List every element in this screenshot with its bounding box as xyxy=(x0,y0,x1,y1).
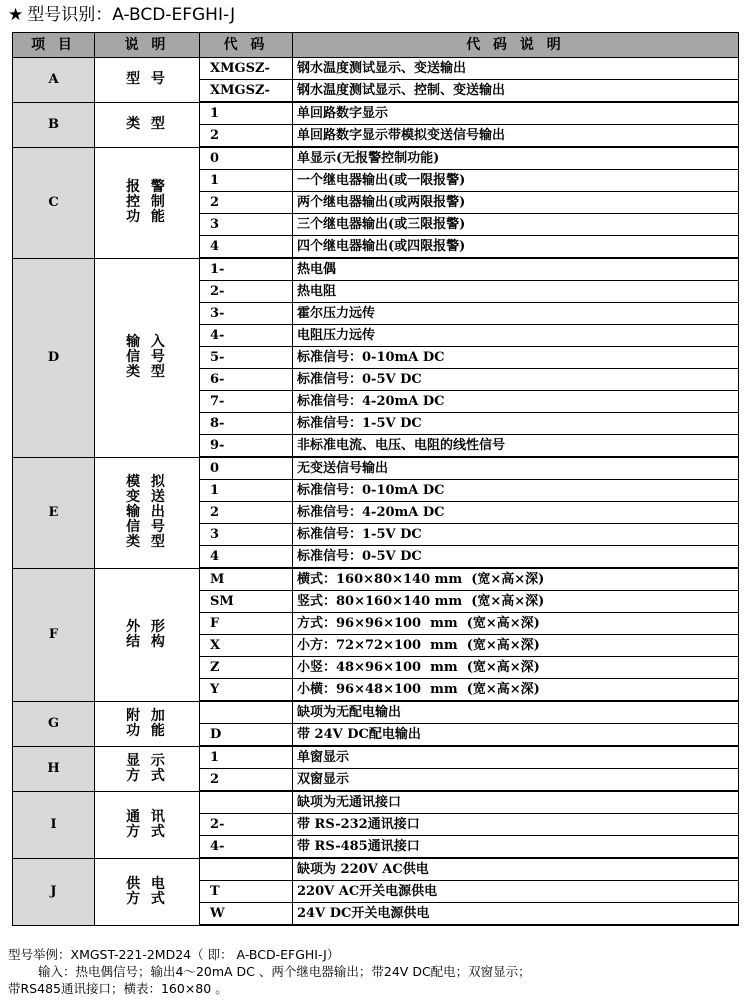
code-cell: 6- xyxy=(200,369,293,391)
code-cell: 1 xyxy=(200,746,293,769)
code-meaning-cell: 标准信号：1-5V DC xyxy=(293,524,739,546)
code-cell: W xyxy=(200,903,293,926)
table-row xyxy=(13,701,739,724)
item-letter: C xyxy=(13,147,95,258)
code-meaning-cell: 标准信号：4-20mA DC xyxy=(293,502,739,524)
star-icon: ★ xyxy=(8,5,24,25)
item-description: 型 号 xyxy=(95,58,200,103)
code-meaning-cell: 竖式：80×160×140 mm (宽×高×深) xyxy=(293,591,739,613)
item-description: 显 示 方 式 xyxy=(95,746,200,791)
code-cell: 2 xyxy=(200,125,293,148)
code-meaning-cell: 单回路数字显示带模拟变送信号输出 xyxy=(293,125,739,148)
header-item: 项 目 xyxy=(13,33,95,58)
code-cell: 2 xyxy=(200,502,293,524)
code-cell: F xyxy=(200,613,293,635)
code-meaning-cell: 热电阻 xyxy=(293,281,739,303)
code-cell: 9- xyxy=(200,435,293,458)
code-meaning-cell: 带 RS-485通讯接口 xyxy=(293,836,739,859)
item-description: 供 电 方 式 xyxy=(95,858,200,925)
code-cell: Y xyxy=(200,679,293,702)
item-description: 报 警 控 制 功 能 xyxy=(95,147,200,258)
code-meaning-cell: 三个继电器输出(或三限报警) xyxy=(293,214,739,236)
code-meaning-cell: 横式：160×80×140 mm (宽×高×深) xyxy=(293,568,739,591)
code-meaning-cell: 小竖：48×96×100 mm (宽×高×深) xyxy=(293,657,739,679)
table-row xyxy=(13,746,739,769)
code-meaning-cell: 标准信号：0-5V DC xyxy=(293,369,739,391)
code-meaning-cell: 方式：96×96×100 mm (宽×高×深) xyxy=(293,613,739,635)
code-meaning-cell: 带 24V DC配电输出 xyxy=(293,724,739,747)
item-description: 附 加 功 能 xyxy=(95,701,200,746)
code-meaning-cell: 标准信号：0-5V DC xyxy=(293,546,739,569)
code-meaning-cell: 四个继电器输出(或四限报警) xyxy=(293,236,739,259)
code-cell: 4- xyxy=(200,325,293,347)
header-code-meaning: 代 码 说 明 xyxy=(293,33,739,58)
code-meaning-cell: 缺项为 220V AC供电 xyxy=(293,858,739,881)
example-line-2: 输入：热电偶信号；输出4～20mA DC 、两个继电器输出；带24V DC配电；双窗显示； xyxy=(38,964,531,979)
header-description: 说 明 xyxy=(95,33,200,58)
code-meaning-cell: 钢水温度测试显示、变送输出 xyxy=(293,58,739,80)
code-cell: 2- xyxy=(200,281,293,303)
code-cell: 1- xyxy=(200,258,293,281)
code-cell xyxy=(200,858,293,881)
item-letter: B xyxy=(13,102,95,147)
code-meaning-cell: 缺项为无通讯接口 xyxy=(293,791,739,814)
code-meaning-cell: 标准信号：0-10mA DC xyxy=(293,480,739,502)
code-cell: 5- xyxy=(200,347,293,369)
item-letter: G xyxy=(13,701,95,746)
code-cell: 4 xyxy=(200,236,293,259)
code-meaning-cell: 缺项为无配电输出 xyxy=(293,701,739,724)
code-cell xyxy=(200,791,293,814)
code-cell: 1 xyxy=(200,480,293,502)
item-letter: E xyxy=(13,457,95,568)
page-title xyxy=(8,4,235,26)
code-cell: D xyxy=(200,724,293,747)
item-letter: A xyxy=(13,58,95,103)
code-meaning-cell: 标准信号：4-20mA DC xyxy=(293,391,739,413)
example-line-3: 带RS485通讯接口；横表：160×80 。 xyxy=(8,981,228,996)
code-cell: Z xyxy=(200,657,293,679)
table-header-row xyxy=(13,33,739,58)
code-cell: T xyxy=(200,881,293,903)
table-row xyxy=(13,258,739,281)
item-description: 模 拟 变 送 输 出 信 号 类 型 xyxy=(95,457,200,568)
table-row xyxy=(13,102,739,125)
code-meaning-cell: 标准信号：1-5V DC xyxy=(293,413,739,435)
code-meaning-cell: 单显示(无报警控制功能) xyxy=(293,147,739,170)
model-code-table xyxy=(12,32,739,926)
table-row xyxy=(13,147,739,170)
code-meaning-cell: 电阻压力远传 xyxy=(293,325,739,347)
code-cell: 0 xyxy=(200,457,293,480)
item-letter: H xyxy=(13,746,95,791)
table-row xyxy=(13,858,739,881)
code-cell: 3- xyxy=(200,303,293,325)
code-cell: 4- xyxy=(200,836,293,859)
code-cell: XMGSZ- xyxy=(200,58,293,80)
code-cell: 8- xyxy=(200,413,293,435)
code-meaning-cell: 双窗显示 xyxy=(293,769,739,792)
code-meaning-cell: 标准信号：0-10mA DC xyxy=(293,347,739,369)
code-cell xyxy=(200,701,293,724)
code-meaning-cell: 非标准电流、电压、电阻的线性信号 xyxy=(293,435,739,458)
code-cell: XMGSZ- xyxy=(200,80,293,103)
code-cell: 3 xyxy=(200,214,293,236)
code-cell: 0 xyxy=(200,147,293,170)
code-meaning-cell: 24V DC开关电源供电 xyxy=(293,903,739,926)
code-meaning-cell: 钢水温度测试显示、控制、变送输出 xyxy=(293,80,739,103)
table-row xyxy=(13,568,739,591)
code-cell: 2 xyxy=(200,769,293,792)
item-description: 输 入 信 号 类 型 xyxy=(95,258,200,457)
code-meaning-cell: 单窗显示 xyxy=(293,746,739,769)
table-body xyxy=(13,58,739,926)
code-meaning-cell: 无变送信号输出 xyxy=(293,457,739,480)
table-row xyxy=(13,58,739,80)
code-meaning-cell: 小横：96×48×100 mm (宽×高×深) xyxy=(293,679,739,702)
code-cell: X xyxy=(200,635,293,657)
code-meaning-cell: 小方：72×72×100 mm (宽×高×深) xyxy=(293,635,739,657)
code-meaning-cell: 热电偶 xyxy=(293,258,739,281)
code-cell: 1 xyxy=(200,102,293,125)
code-cell: SM xyxy=(200,591,293,613)
code-cell: 1 xyxy=(200,170,293,192)
code-meaning-cell: 带 RS-232通讯接口 xyxy=(293,814,739,836)
page-title-text: 型号识别：A-BCD-EFGHI-J xyxy=(27,5,236,25)
code-meaning-cell: 霍尔压力远传 xyxy=(293,303,739,325)
code-cell: 3 xyxy=(200,524,293,546)
code-meaning-cell: 单回路数字显示 xyxy=(293,102,739,125)
table-row xyxy=(13,457,739,480)
model-example xyxy=(8,946,743,997)
code-cell: 7- xyxy=(200,391,293,413)
item-letter: J xyxy=(13,858,95,925)
code-cell: M xyxy=(200,568,293,591)
item-description: 通 讯 方 式 xyxy=(95,791,200,858)
example-line-1: 型号举例：XMGST-221-2MD24（ 即： A-BCD-EFGHI-J） xyxy=(8,947,340,962)
header-code: 代 码 xyxy=(200,33,293,58)
item-description: 类 型 xyxy=(95,102,200,147)
item-letter: I xyxy=(13,791,95,858)
code-meaning-cell: 一个继电器输出(或一限报警) xyxy=(293,170,739,192)
item-description: 外 形 结 构 xyxy=(95,568,200,701)
code-cell: 2- xyxy=(200,814,293,836)
item-letter: F xyxy=(13,568,95,701)
code-meaning-cell: 两个继电器输出(或两限报警) xyxy=(293,192,739,214)
code-cell: 2 xyxy=(200,192,293,214)
table-row xyxy=(13,791,739,814)
code-meaning-cell: 220V AC开关电源供电 xyxy=(293,881,739,903)
code-cell: 4 xyxy=(200,546,293,569)
item-letter: D xyxy=(13,258,95,457)
